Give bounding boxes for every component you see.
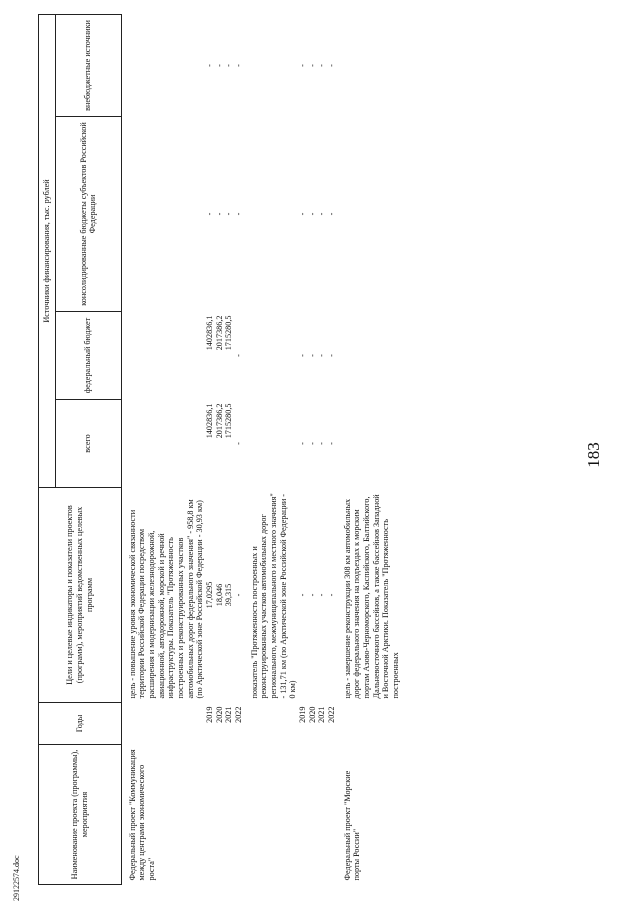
federal-cell: 2017386,2 bbox=[214, 315, 224, 351]
extra-cell: - bbox=[307, 64, 317, 67]
header-federal: федеральный бюджет bbox=[55, 312, 121, 400]
header-total: всего bbox=[55, 400, 121, 488]
indicator-cell: - bbox=[317, 593, 327, 597]
federal-cell: - bbox=[234, 354, 244, 357]
regional-cell: - bbox=[317, 212, 327, 216]
regional-cell: - bbox=[224, 212, 234, 216]
year-cell: 2020 bbox=[214, 706, 224, 723]
table-row bbox=[298, 14, 308, 884]
year-cell: 2022 bbox=[234, 706, 244, 723]
year-cell: 2019 bbox=[298, 706, 308, 723]
total-cell: - bbox=[307, 442, 317, 445]
extra-cell: - bbox=[234, 64, 244, 67]
header-goals: Цели и целевые индикаторы и показатели проектов (программ), мероприятий ведомственных целевых программ bbox=[39, 488, 122, 703]
indicator-cell: 17,0295 bbox=[205, 581, 215, 609]
total-cell: - bbox=[298, 442, 308, 445]
regional-cell: - bbox=[234, 212, 244, 216]
table-row bbox=[205, 14, 215, 884]
page-number: 183 bbox=[584, 442, 603, 468]
header-name: Наименование проекта (программы), мероприятия bbox=[39, 745, 122, 885]
year-cell: 2021 bbox=[224, 706, 234, 723]
federal-cell: - bbox=[307, 354, 317, 357]
financing-table bbox=[38, 14, 401, 885]
year-cell: 2019 bbox=[205, 706, 215, 723]
federal-cell: - bbox=[317, 354, 327, 357]
total-cell: 1402836,1 bbox=[205, 403, 215, 439]
table-row bbox=[327, 14, 337, 884]
table-row bbox=[308, 14, 318, 884]
table-row bbox=[317, 14, 327, 884]
federal-cell: - bbox=[327, 354, 337, 357]
project-name: Федеральный проект "Коммуникация между центрами экономического роста" bbox=[127, 749, 157, 881]
extra-cell: - bbox=[298, 64, 308, 67]
table-row bbox=[224, 14, 234, 884]
total-cell: - bbox=[234, 442, 244, 445]
year-cell: 2021 bbox=[317, 706, 327, 723]
extra-cell: - bbox=[327, 64, 337, 67]
regional-cell: - bbox=[307, 212, 317, 216]
federal-cell: 1715280,5 bbox=[224, 315, 234, 351]
federal-cell: - bbox=[298, 354, 308, 357]
federal-cell: 1402836,1 bbox=[205, 315, 215, 351]
total-cell: - bbox=[327, 442, 337, 445]
indicator-cell: 18,046 bbox=[214, 583, 224, 607]
total-cell: - bbox=[317, 442, 327, 445]
header-extra: внебюджетные источники bbox=[55, 14, 121, 116]
goal-text: цель - завершение реконструкции 308 км автомобильных дорог федерального значения на подъездах к морским портам Азово-Черноморского, Каспийского, Балтийского, Дальневосточного бассейнов, а также бассейнов Западной и Восточной Арктики. Показатель "Протяженность построенных bbox=[342, 494, 401, 699]
project-name: Федеральный проект "Морские порты России" bbox=[342, 770, 362, 881]
total-cell: 2017386,2 bbox=[214, 403, 224, 439]
header-sources: Источники финансирования, тыс. рублей bbox=[39, 14, 56, 487]
indicator-cell: 39,315 bbox=[224, 583, 234, 607]
regional-cell: - bbox=[205, 212, 215, 216]
indicator-cell: - bbox=[234, 593, 244, 597]
year-cell: 2020 bbox=[307, 706, 317, 723]
extra-cell: - bbox=[224, 64, 234, 67]
extra-cell: - bbox=[214, 64, 224, 67]
total-cell: 1715280,5 bbox=[224, 403, 234, 439]
indicator-cell: - bbox=[298, 593, 308, 597]
footer-filename: 29122574.doc bbox=[12, 855, 21, 901]
table-row bbox=[215, 14, 225, 884]
goal-text: цель - повышение уровня экономической связанности территории Российской Федерации посредством расширения и модернизации железнодорожной, авиационной, автодорожной, морской и речной инфраструктуры. Показатель "Протяженность построенных и реконструированных участков автомобильных дорог федерального значения" - 958,8 км (по Арктической зоне Российской Федерации - 30,93 км) bbox=[127, 499, 205, 699]
extra-cell: - bbox=[205, 64, 215, 67]
table-row bbox=[234, 14, 244, 884]
extra-cell: - bbox=[317, 64, 327, 67]
header-years: Годы bbox=[39, 703, 122, 745]
year-cell: 2022 bbox=[327, 706, 337, 723]
indicator-cell: - bbox=[307, 593, 317, 597]
regional-cell: - bbox=[214, 212, 224, 216]
indicator-cell: - bbox=[327, 593, 337, 597]
regional-cell: - bbox=[327, 212, 337, 216]
header-regional: консолидированные бюджеты субъектов Российской Федерации bbox=[55, 117, 121, 312]
regional-cell: - bbox=[298, 212, 308, 216]
indicator-text: показатель "Протяженность построенных и реконструированных участков автомобильных дорог регионального, межмуниципального и местного значения" - 131,71 км (по Арктической зоне Российской Федерации - 0 км) bbox=[249, 493, 298, 699]
